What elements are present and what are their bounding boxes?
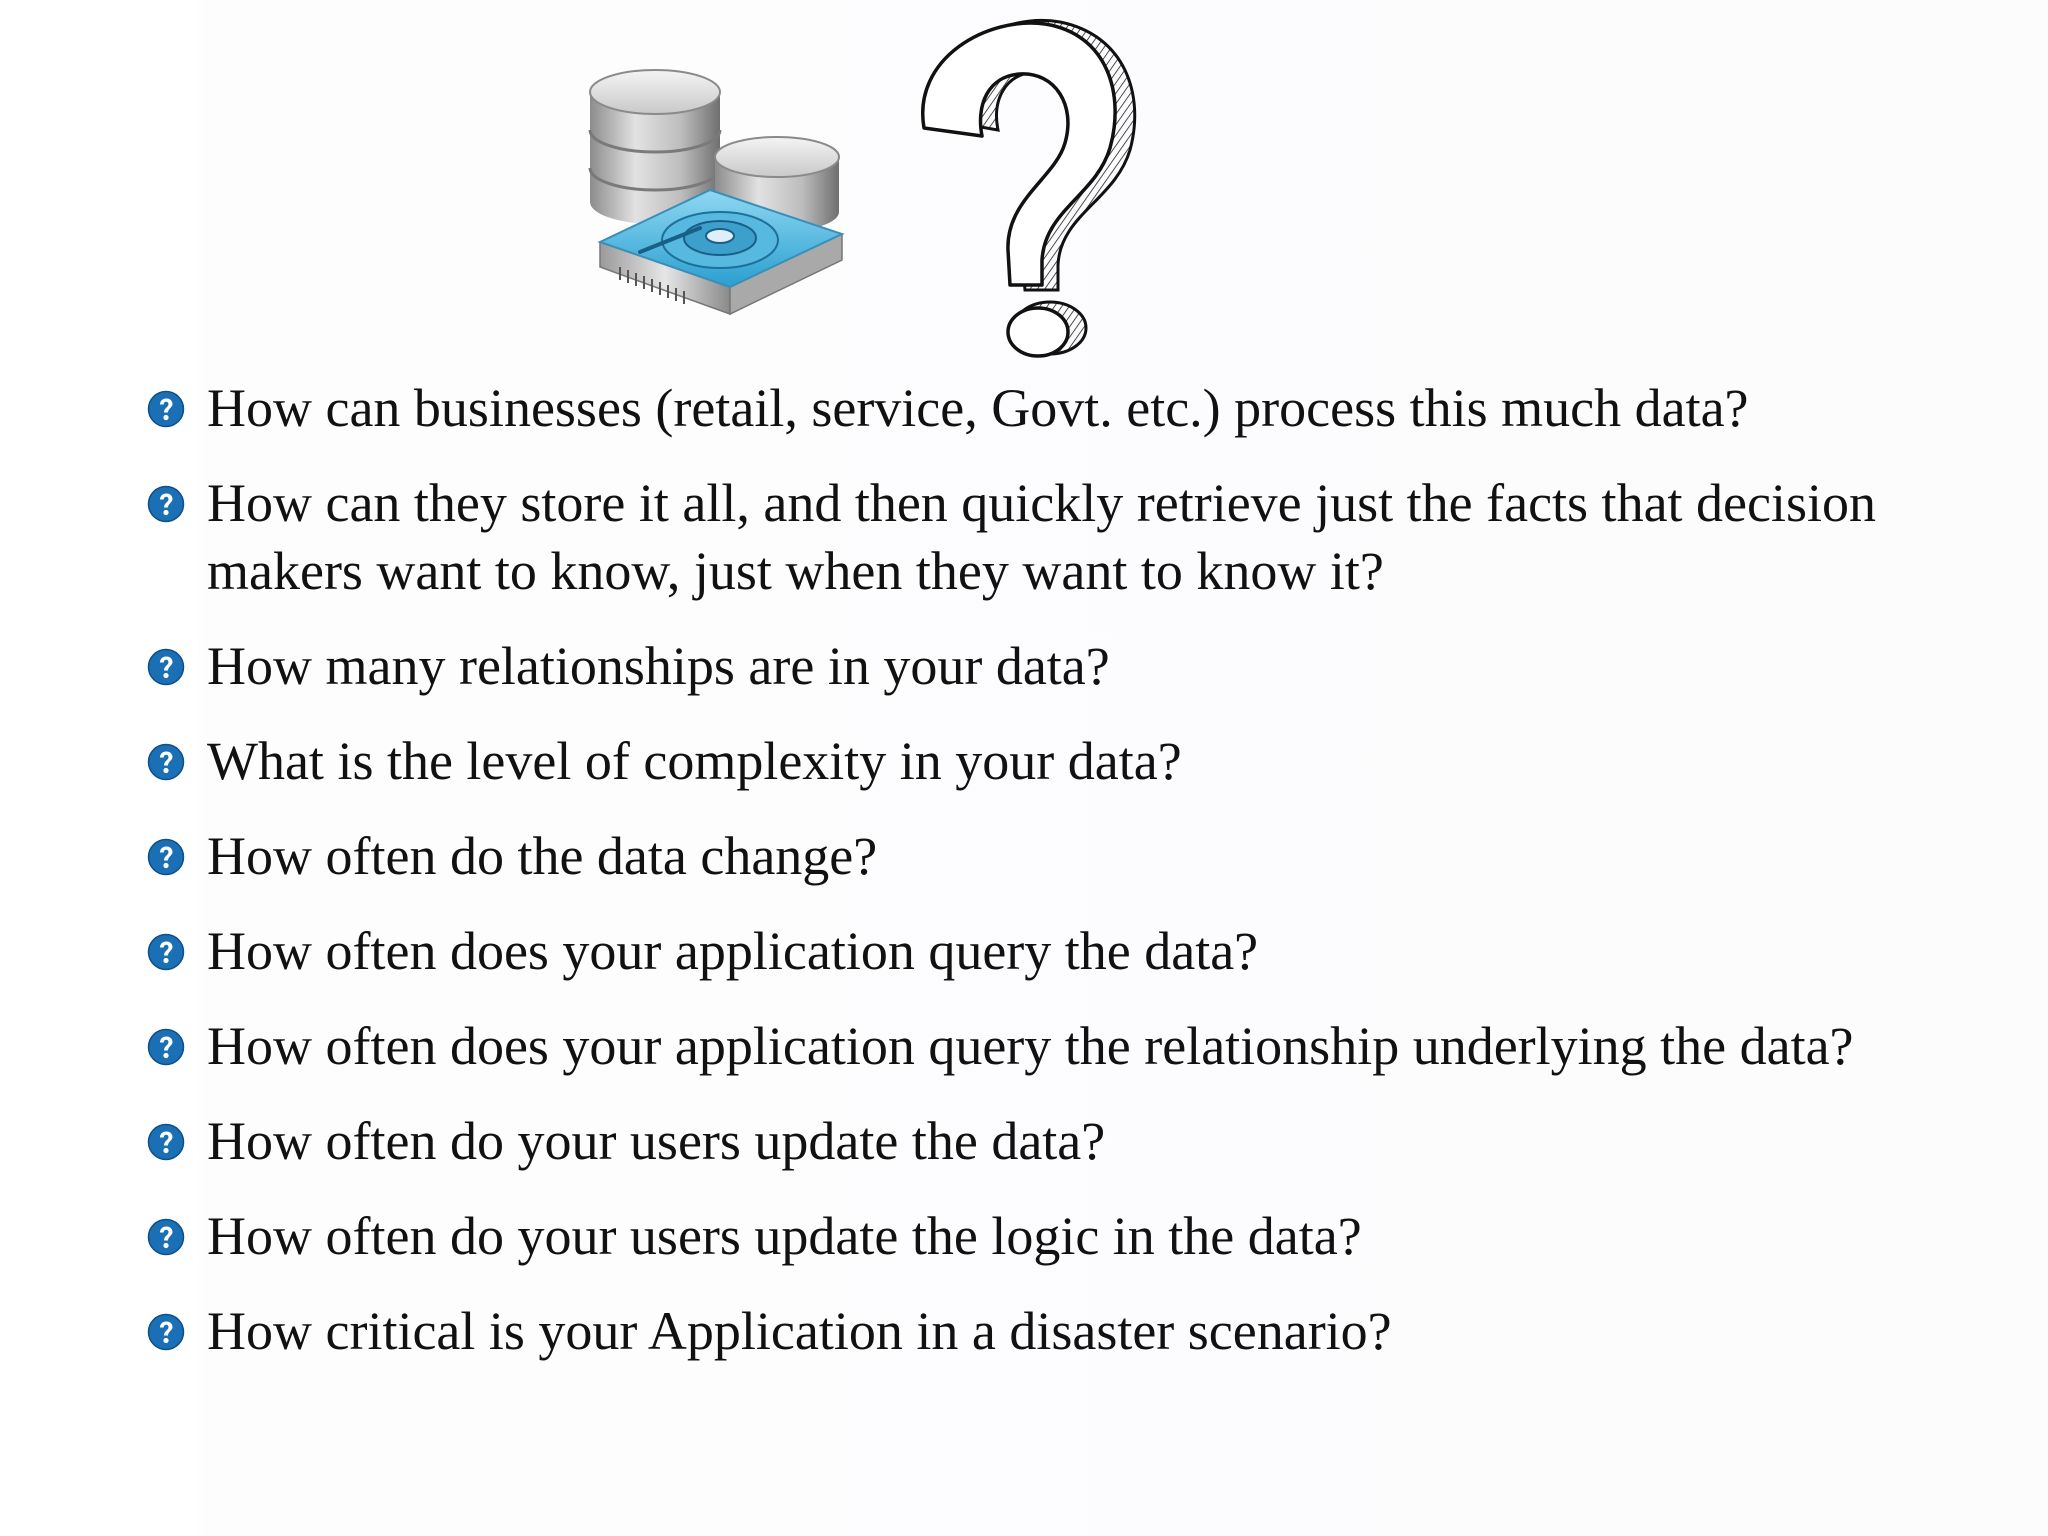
help-circle-icon [147, 1123, 185, 1161]
list-item [145, 822, 1925, 890]
list-item [145, 1012, 1925, 1080]
list-item [145, 374, 1925, 442]
question-text: How often do your users update the data? [207, 1111, 1106, 1171]
list-item [145, 1107, 1925, 1175]
question-text: How often do your users update the logic in the data? [207, 1206, 1362, 1266]
question-text: How often does your application query the relationship underlying the data? [207, 1016, 1854, 1076]
question-text: How often do the data change? [207, 826, 878, 886]
help-circle-icon [147, 838, 185, 876]
question-text: What is the level of complexity in your data? [207, 731, 1182, 791]
help-circle-icon [147, 1313, 185, 1351]
list-item [145, 1297, 1925, 1365]
help-circle-icon [147, 933, 185, 971]
question-list [145, 374, 1925, 1392]
help-circle-icon [147, 743, 185, 781]
help-circle-icon [147, 485, 185, 523]
help-circle-icon [147, 648, 185, 686]
help-circle-icon [147, 390, 185, 428]
list-item [145, 917, 1925, 985]
database-stack-hard-drive-icon [580, 52, 860, 322]
list-item [145, 469, 1925, 605]
list-item [145, 632, 1925, 700]
question-text: How critical is your Application in a disaster scenario? [207, 1301, 1392, 1361]
help-circle-icon [147, 1028, 185, 1066]
question-text: How many relationships are in your data? [207, 636, 1110, 696]
question-text: How can they store it all, and then quickly retrieve just the facts that decision makers want to know, just when they want to know it? [207, 473, 1876, 601]
list-item [145, 727, 1925, 795]
help-circle-icon [147, 1218, 185, 1256]
question-mark-icon [910, 10, 1150, 360]
question-text: How often does your application query the data? [207, 921, 1259, 981]
question-text: How can businesses (retail, service, Govt. etc.) process this much data? [207, 378, 1749, 438]
list-item [145, 1202, 1925, 1270]
